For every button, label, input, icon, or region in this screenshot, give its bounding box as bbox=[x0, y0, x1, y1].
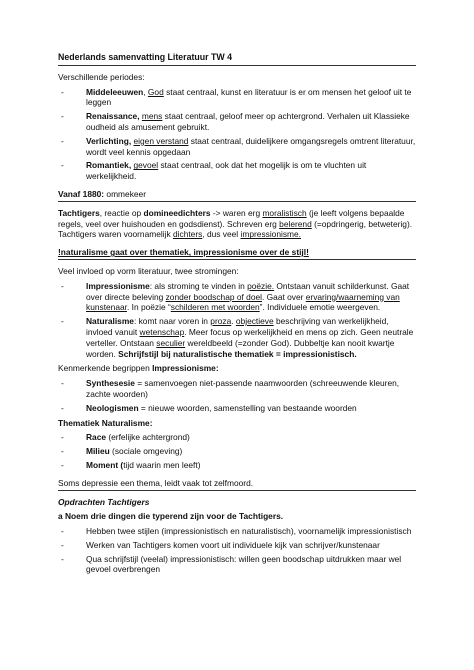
thema-race: - Race (erfelijke achtergrond) bbox=[58, 432, 416, 443]
thema-milieu: - Milieu (sociale omgeving) bbox=[58, 446, 416, 457]
document-page bbox=[58, 52, 416, 579]
begrip-neologismen: - Neologismen = nieuwe woorden, samenstelling van bestaande woorden bbox=[58, 403, 416, 414]
antwoord-item: - Qua schrijfstijl (veelal) impressionistisch: willen geen boodschap uitdrukken maar wel gevoel overbrengen bbox=[58, 554, 416, 576]
tachtigers-paragraph: Tachtigers, reactie op domineedichters -> waren erg moralistisch (je leeft volgens bepaalde regels, veel over huishouden en godsdienst). Schreven erg belerend (=opdringerig, betweterig). Tachtigers waren voornamelijk dichters, dus veel impressionisme. bbox=[58, 207, 413, 240]
invloed-intro: Veel invloed op vorm literatuur, twee stromingen: bbox=[58, 265, 239, 276]
kenmerkende-begrippen-heading: Kenmerkende begrippen Impressionisme: bbox=[58, 363, 219, 374]
opdrachten-heading: Opdrachten Tachtigers bbox=[58, 496, 150, 507]
section-heading-vanaf-1880: Vanaf 1880: ommekeer bbox=[58, 189, 416, 202]
document-title: Nederlands samenvatting Literatuur TW 4 bbox=[58, 52, 416, 66]
antwoord-item: - Hebben twee stijlen (impressionistisch en naturalistisch), voornamelijk impressionistisch bbox=[58, 526, 416, 537]
period-renaissance: - Renaissance, mens staat centraal, geloof meer op achtergrond. Verhalen uit Klassieke oudheid als amusement gebruikt. bbox=[58, 111, 416, 133]
stromingen-list bbox=[58, 281, 416, 360]
antwoorden-list bbox=[58, 526, 416, 575]
thema-moment: - Moment (tijd waarin men leeft) bbox=[58, 460, 416, 471]
thematiek-list bbox=[58, 432, 416, 470]
stroming-naturalisme: - Naturalisme: komt naar voren in proza. objectieve beschrijving van werkelijkheid, invloed vanuit wetenschap. Meer focus op werkelijkheid en mens op zich. Geen neutrale verteller. Ontstaan seculier wereldbeeld (=zonder God). Dubbeltje kan nooit kwartje worden. Schrijfstijl bij naturalistische thematiek = impressionistisch. bbox=[58, 316, 416, 359]
stroming-impressionisme: - Impressionisme: als stroming te vinden in poëzie. Ontstaan vanuit schilderkunst. Gaat over directe beleving zonder boodschap of doel. Gaat over ervaring/waarneming van kunstenaar. In poëzie “schilderen met woorden”. Individuele emotie weergeven. bbox=[58, 281, 416, 313]
period-romantiek: - Romantiek, gevoel staat centraal, ook dat het mogelijk is om te vluchten uit werkelijkheid. bbox=[58, 160, 416, 182]
period-verlichting: - Verlichting, eigen verstand staat centraal, duidelijkere omgangsregels omtrent literatuur, wordt veel kennis opgedaan bbox=[58, 136, 416, 158]
begrip-synthesesie: - Synthesesie = samenvoegen niet-passende naamwoorden (schreeuwende kleuren, zachte woorden) bbox=[58, 378, 416, 400]
periods-list bbox=[58, 87, 416, 182]
periods-intro: Verschillende periodes: bbox=[58, 71, 145, 82]
opdracht-vraag: a Noem drie dingen die typerend zijn voor de Tachtigers. bbox=[58, 511, 284, 522]
thematiek-heading: Thematiek Naturalisme: bbox=[58, 417, 153, 428]
antwoord-item: - Werken van Tachtigers komen voort uit individuele kijk van schrijver/kunstenaar bbox=[58, 540, 416, 551]
stijl-statement: !naturalisme gaat over thematiek, impressionisme over de stijl! bbox=[58, 247, 416, 260]
depressie-note: Soms depressie een thema, leidt vaak tot zelfmoord. bbox=[58, 478, 416, 491]
begrippen-list bbox=[58, 378, 416, 413]
period-middeleeuwen: - Middeleeuwen, God staat centraal, kunst en literatuur is er om mensen het geloof uit te leggen bbox=[58, 87, 416, 109]
